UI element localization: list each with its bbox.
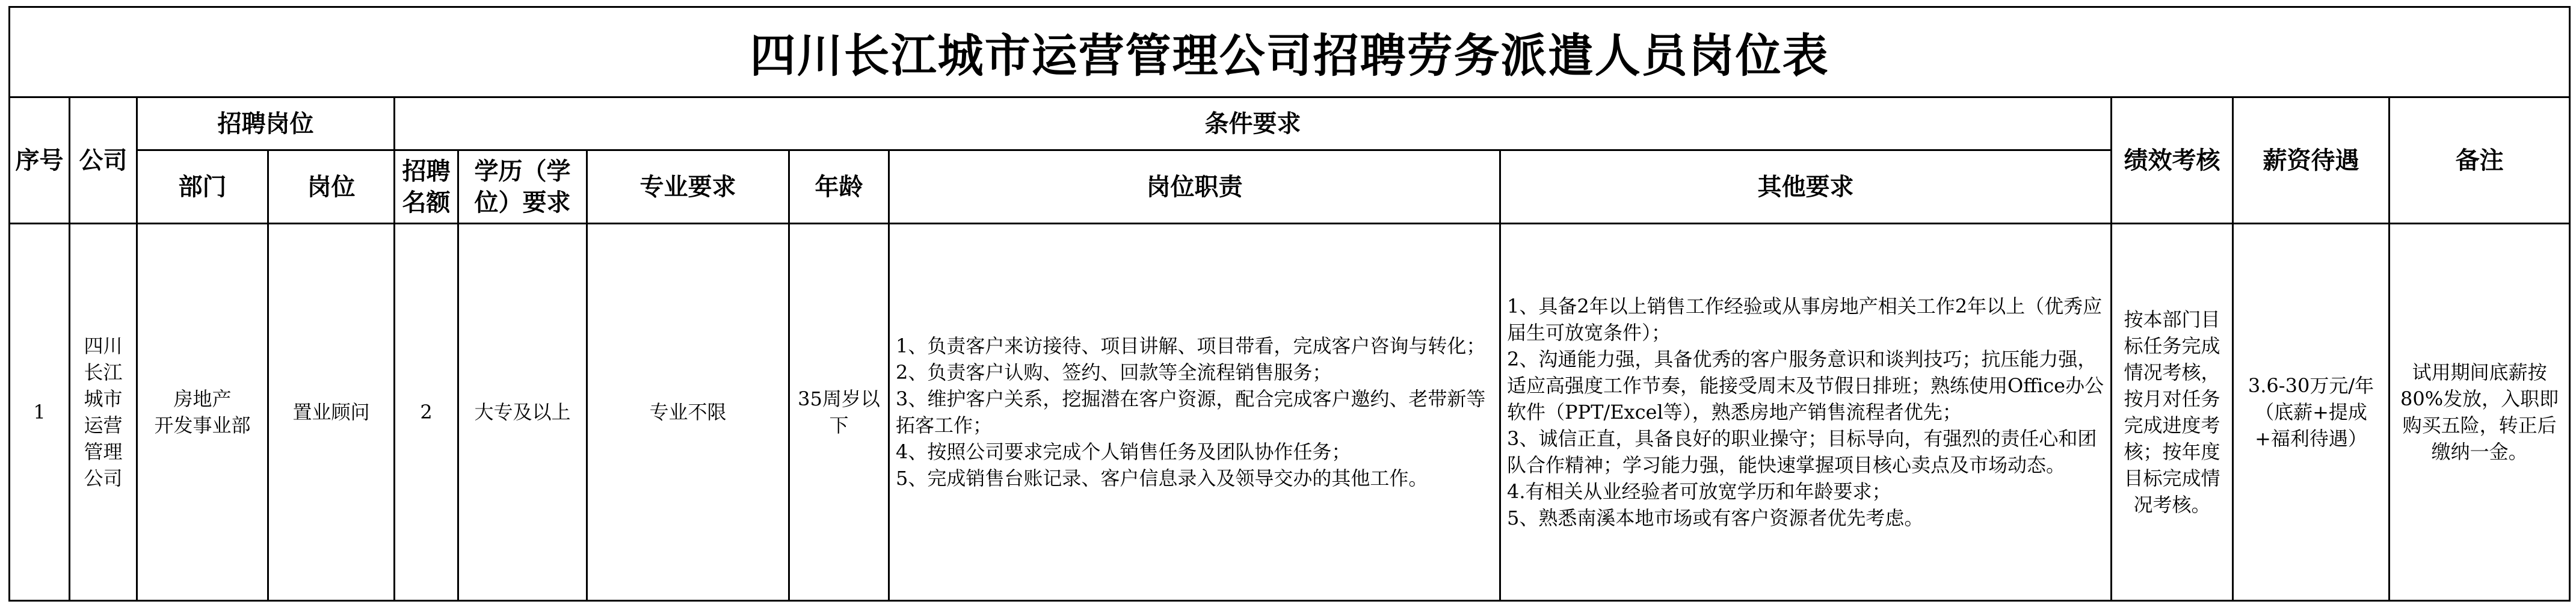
cell-position: 置业顾问 [268, 224, 395, 601]
header-performance: 绩效考核 [2112, 97, 2233, 224]
header-seq: 序号 [10, 97, 70, 224]
header-salary: 薪资待遇 [2233, 97, 2390, 224]
header-major: 专业要求 [587, 150, 789, 224]
duty-item: 5、完成销售台账记录、客户信息录入及领导交办的其他工作。 [896, 467, 1428, 490]
header-education: 学历（学 位）要求 [458, 150, 587, 224]
recruitment-sheet [8, 6, 2568, 602]
cell-seq: 1 [10, 224, 70, 601]
header-quota: 招聘 名额 [395, 150, 458, 224]
cell-age: 35周岁以 下 [789, 224, 889, 601]
duty-item: 1、负责客户来访接待、项目讲解、项目带看，完成客户咨询与转化； [896, 334, 1486, 357]
cell-duties [889, 224, 1500, 601]
header-conditions-group: 条件要求 [395, 97, 2112, 150]
requirement-item: 2、沟通能力强，具备优秀的客户服务意识和谈判技巧；抗压能力强，适应高强度工作节奏，能接受周末及节假日排班；熟练使用Office办公软件（PPT/Excel等），熟悉房地产销售流程者优先； [1507, 348, 2104, 424]
header-row-1 [10, 97, 2570, 150]
header-company: 公司 [70, 97, 137, 224]
cell-quota: 2 [395, 224, 458, 601]
header-position: 岗位 [268, 150, 395, 224]
requirement-item: 1、具备2年以上销售工作经验或从事房地产相关工作2年以上（优秀应届生可放宽条件）； [1507, 295, 2103, 344]
header-remarks: 备注 [2390, 97, 2570, 224]
requirement-item: 5、熟悉南溪本地市场或有客户资源者优先考虑。 [1507, 507, 1924, 529]
cell-department: 房地产 开发事业部 [137, 224, 268, 601]
header-other: 其他要求 [1500, 150, 2112, 224]
header-duties: 岗位职责 [889, 150, 1500, 224]
table-row [10, 224, 2570, 601]
duty-item: 2、负责客户认购、签约、回款等全流程销售服务； [896, 361, 1332, 384]
cell-major: 专业不限 [587, 224, 789, 601]
header-position-group: 招聘岗位 [137, 97, 395, 150]
page-title: 四川长江城市运营管理公司招聘劳务派遣人员岗位表 [10, 7, 2570, 97]
cell-company: 四川 长江 城市 运营 管理 公司 [70, 224, 137, 601]
cell-performance: 按本部门目标任务完成情况考核，按月对任务完成进度考核；按年度目标完成情况考核。 [2112, 224, 2233, 601]
cell-salary: 3.6-30万元/年（底薪+提成+福利待遇） [2233, 224, 2390, 601]
cell-other-requirements [1500, 224, 2112, 601]
cell-education: 大专及以上 [458, 224, 587, 601]
duty-item: 4、按照公司要求完成个人销售任务及团队协作任务； [896, 440, 1351, 463]
duty-item: 3、维护客户关系，挖掘潜在客户资源，配合完成客户邀约、老带新等拓客工作； [896, 387, 1486, 437]
position-table [8, 6, 2571, 602]
requirement-item: 4.有相关从业经验者可放宽学历和年龄要求； [1507, 480, 1891, 503]
title-row [10, 7, 2570, 97]
requirement-item: 3、诚信正直，具备良好的职业操守；目标导向，有强烈的责任心和团队合作精神；学习能力强，能快速掌握项目核心卖点及市场动态。 [1507, 427, 2097, 476]
header-department: 部门 [137, 150, 268, 224]
header-age: 年龄 [789, 150, 889, 224]
cell-remarks: 试用期间底薪按80%发放，入职即购买五险，转正后缴纳一金。 [2390, 224, 2570, 601]
